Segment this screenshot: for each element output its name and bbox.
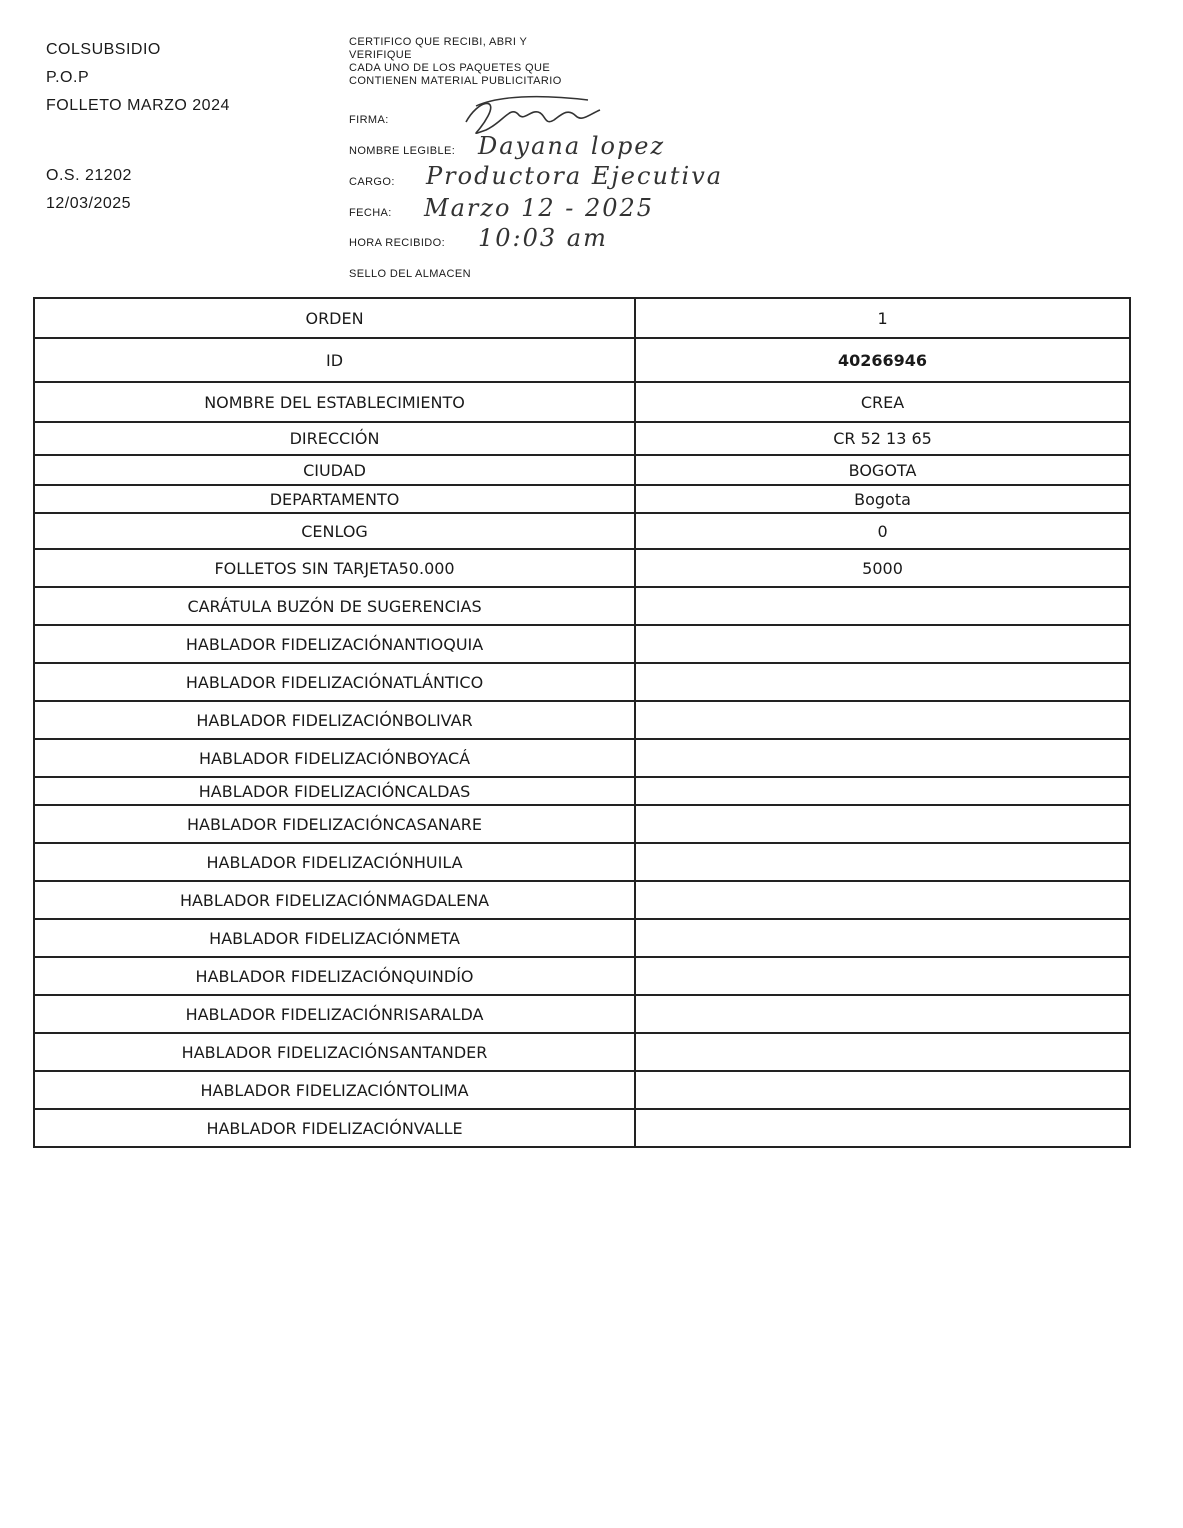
row-value	[635, 805, 1130, 843]
table-row	[34, 513, 1130, 549]
row-value	[635, 587, 1130, 625]
row-value	[635, 625, 1130, 663]
table-row	[34, 625, 1130, 663]
row-value	[635, 843, 1130, 881]
table-row	[34, 298, 1130, 338]
table-row	[34, 995, 1130, 1033]
row-label: HABLADOR FIDELIZACIÓNQUINDÍO	[34, 957, 635, 995]
row-value	[635, 701, 1130, 739]
row-value	[635, 995, 1130, 1033]
row-value: CR 52 13 65	[635, 422, 1130, 455]
row-label: ORDEN	[34, 298, 635, 338]
row-label: HABLADOR FIDELIZACIÓNBOLIVAR	[34, 701, 635, 739]
firma-label: FIRMA:	[349, 114, 389, 126]
row-label: HABLADOR FIDELIZACIÓNSANTANDER	[34, 1033, 635, 1071]
table-row	[34, 549, 1130, 587]
hora-value: 10:03 am	[478, 224, 608, 252]
certificate-text	[349, 36, 562, 88]
cargo-label: CARGO:	[349, 176, 395, 188]
row-label: ID	[34, 338, 635, 382]
table-row	[34, 805, 1130, 843]
table-row	[34, 587, 1130, 625]
row-value: 1	[635, 298, 1130, 338]
table-row	[34, 843, 1130, 881]
row-value	[635, 1109, 1130, 1147]
table-row	[34, 1071, 1130, 1109]
table-row	[34, 382, 1130, 422]
cert-line: CERTIFICO QUE RECIBI, ABRI Y	[349, 36, 528, 48]
row-label: CENLOG	[34, 513, 635, 549]
row-value	[635, 777, 1130, 805]
row-label: NOMBRE DEL ESTABLECIMIENTO	[34, 382, 635, 422]
table-row	[34, 957, 1130, 995]
table-row	[34, 338, 1130, 382]
pop-label: P.O.P	[46, 69, 90, 86]
table-row	[34, 919, 1130, 957]
row-value: BOGOTA	[635, 455, 1130, 485]
row-value: 5000	[635, 549, 1130, 587]
fecha-label: FECHA:	[349, 207, 392, 219]
nombre-label: NOMBRE LEGIBLE:	[349, 145, 456, 157]
row-value	[635, 957, 1130, 995]
row-label: DIRECCIÓN	[34, 422, 635, 455]
header-left	[46, 36, 230, 120]
row-label: HABLADOR FIDELIZACIÓNHUILA	[34, 843, 635, 881]
row-label: HABLADOR FIDELIZACIÓNCALDAS	[34, 777, 635, 805]
table-row	[34, 422, 1130, 455]
cert-line: CONTIENEN MATERIAL PUBLICITARIO	[349, 75, 562, 87]
os-number: O.S. 21202	[46, 167, 132, 184]
table-row	[34, 777, 1130, 805]
table-row	[34, 739, 1130, 777]
row-value: Bogota	[635, 485, 1130, 513]
table-row	[34, 485, 1130, 513]
hora-label: HORA RECIBIDO:	[349, 237, 446, 249]
row-label: CARÁTULA BUZÓN DE SUGERENCIAS	[34, 587, 635, 625]
row-label: HABLADOR FIDELIZACIÓNVALLE	[34, 1109, 635, 1147]
row-label: HABLADOR FIDELIZACIÓNMAGDALENA	[34, 881, 635, 919]
table-row	[34, 663, 1130, 701]
row-value: 0	[635, 513, 1130, 549]
row-value	[635, 739, 1130, 777]
order-info	[46, 162, 132, 218]
cert-line: CADA UNO DE LOS PAQUETES QUE	[349, 62, 551, 74]
table-row	[34, 1109, 1130, 1147]
cert-line: VERIFIQUE	[349, 49, 412, 61]
nombre-value: Dayana lopez	[478, 132, 666, 160]
row-label: HABLADOR FIDELIZACIÓNRISARALDA	[34, 995, 635, 1033]
row-label: HABLADOR FIDELIZACIÓNMETA	[34, 919, 635, 957]
fecha-value: Marzo 12 - 2025	[424, 194, 655, 222]
table-row	[34, 455, 1130, 485]
row-label: CIUDAD	[34, 455, 635, 485]
company-name: COLSUBSIDIO	[46, 41, 161, 58]
sello-label: SELLO DEL ALMACEN	[349, 268, 471, 280]
row-label: HABLADOR FIDELIZACIÓNATLÁNTICO	[34, 663, 635, 701]
row-value	[635, 1071, 1130, 1109]
row-label: FOLLETOS SIN TARJETA50.000	[34, 549, 635, 587]
order-date: 12/03/2025	[46, 195, 132, 212]
table-row	[34, 881, 1130, 919]
cargo-value: Productora Ejecutiva	[426, 162, 724, 190]
table-row	[34, 701, 1130, 739]
row-label: HABLADOR FIDELIZACIÓNCASANARE	[34, 805, 635, 843]
folleto-label: FOLLETO MARZO 2024	[46, 97, 230, 114]
table-row	[34, 1033, 1130, 1071]
row-value	[635, 1033, 1130, 1071]
row-value: CREA	[635, 382, 1130, 422]
row-label: DEPARTAMENTO	[34, 485, 635, 513]
row-label: HABLADOR FIDELIZACIÓNTOLIMA	[34, 1071, 635, 1109]
row-label: HABLADOR FIDELIZACIÓNBOYACÁ	[34, 739, 635, 777]
row-label: HABLADOR FIDELIZACIÓNANTIOQUIA	[34, 625, 635, 663]
row-value	[635, 663, 1130, 701]
row-value	[635, 919, 1130, 957]
row-value: 40266946	[635, 338, 1130, 382]
delivery-table	[33, 297, 1131, 1148]
row-value	[635, 881, 1130, 919]
